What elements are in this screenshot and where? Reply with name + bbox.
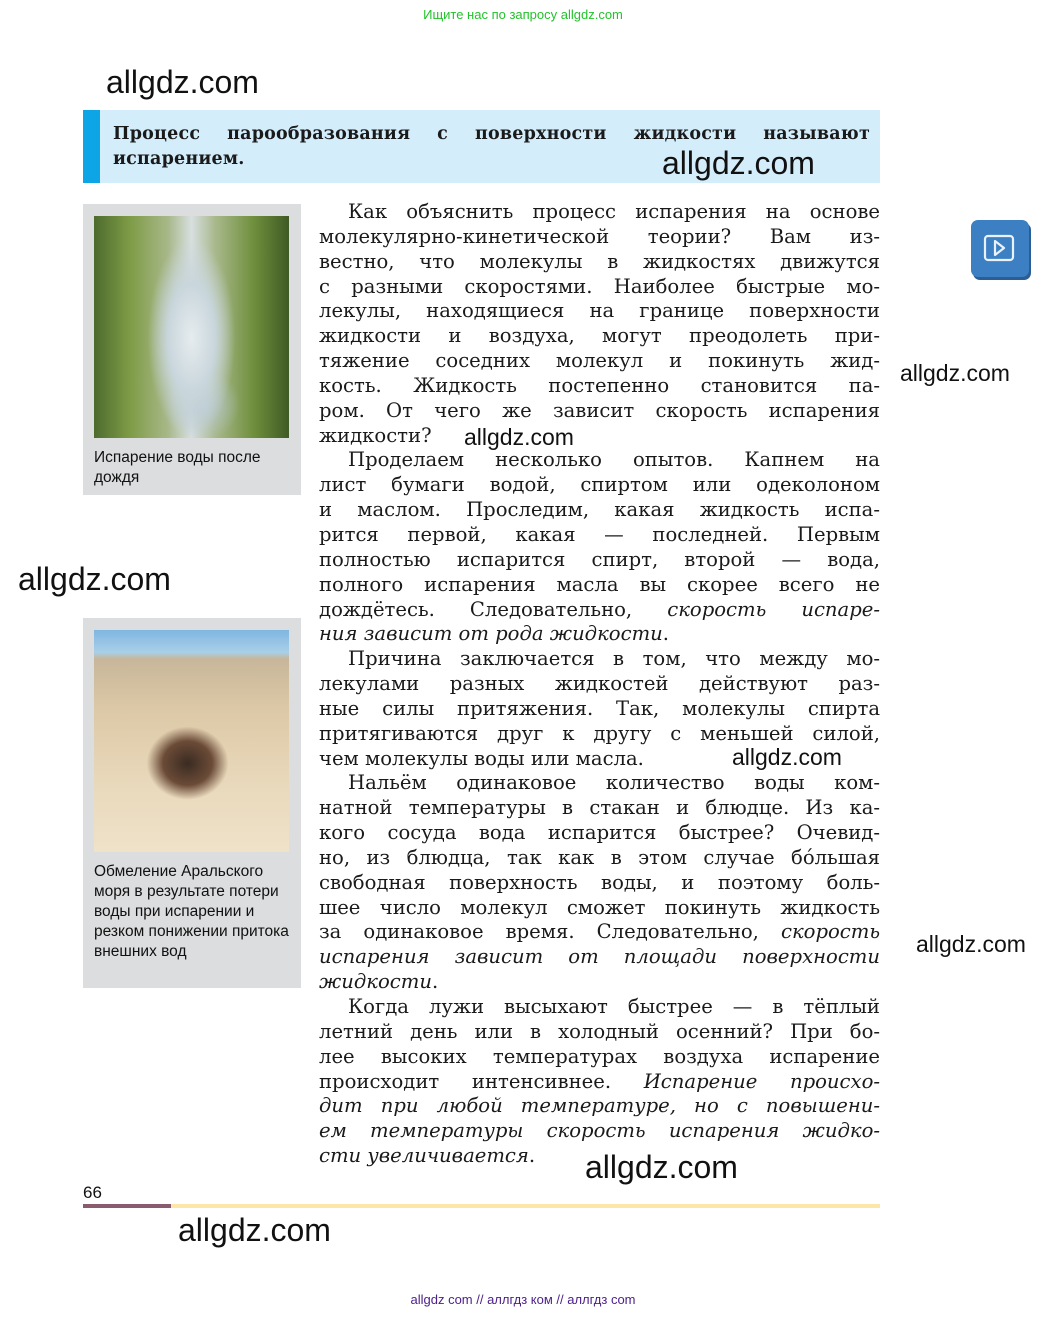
italic-emphasis: ния зависит от рода жидкости [319,622,663,646]
text-run: полностью испарится спирт, второй — вода, [319,547,880,571]
text-run: происходит интенсивнее. [319,1069,644,1093]
text-run: жидкости? [319,423,432,447]
text-line [319,349,880,374]
text-line [319,622,880,647]
text-line [319,1020,880,1045]
text-run: тяжение соседних молекул и покинуть жид- [319,349,880,373]
text-run: шее число молекул сможет покинуть жидкость [319,895,880,919]
text-run: . [662,622,670,646]
text-run: ром. От чего же зависит скорость испарения [319,398,880,422]
text-run: свободная поверхность воды, и поэтому боль- [319,870,880,894]
text-run: кость. Жидкость постепенно становится па- [319,373,880,397]
definition-accent-bar [83,110,100,183]
italic-emphasis: Испарение происхо- [643,1069,880,1093]
text-run: лист бумаги водой, спиртом или одеколоном [319,473,880,497]
text-line [319,672,880,697]
text-run: Проделаем несколько опытов. Капнем на [348,448,880,472]
play-video-icon [971,220,1029,277]
text-line [319,995,880,1020]
text-run: притягиваются друг к другу с меньшей силой, [319,721,880,745]
text-line [319,722,880,747]
text-line [319,473,880,498]
text-run: кого сосуда вода испарится быстрее? Очевид- [319,821,880,845]
text-line [319,399,880,424]
text-run: Причина заключается в том, что между мо- [348,647,880,671]
text-line [319,1094,880,1119]
text-run: с разными скоростями. Наиболее быстрые мо- [319,274,880,298]
rain-road-photo [94,216,289,438]
figure-caption: Испарение воды после дождя [94,449,261,486]
text-line [319,821,880,846]
italic-emphasis: сти увеличивается [319,1144,529,1168]
italic-emphasis: жидкости [319,970,432,994]
text-line [319,424,880,449]
text-line [319,796,880,821]
text-run: лекулы, находящиеся на границе поверхности [319,299,880,323]
text-line [319,945,880,970]
text-line [319,1045,880,1070]
text-line [319,1070,880,1095]
text-run: жидкости и воздуха, могут преодолеть при- [319,324,880,348]
text-run: ные силы притяжения. Так, молекулы спирта [319,696,880,720]
definition-text: Процесс парообразования с поверхности жидкости называют испарением. [113,124,870,169]
text-run: натной температуры в стакан и блюдце. Из ка- [319,796,880,820]
page-number: 66 [83,1183,102,1202]
italic-emphasis: испарения зависит от площади поверхности [319,945,880,969]
video-button[interactable] [971,220,1029,277]
text-line [319,573,880,598]
figure-caption: Обмеление Аральского моря в результате потери воды при испарении и резком понижении притока внешних вод [94,863,289,960]
text-line [319,697,880,722]
text-line [319,275,880,300]
text-run: дождётесь. Следовательно, [319,597,668,621]
text-run: рится первой, какая — последней. Первым [319,522,880,546]
text-run: полного испарения масла вы скорее всего не [319,572,880,596]
text-run: летний день или в холодный осенний? При бо- [319,1019,880,1043]
footer-rule [83,1204,880,1208]
text-line [319,498,880,523]
text-line [319,448,880,473]
text-line [319,324,880,349]
text-line [319,920,880,945]
text-run: лее высоких температурах воздуха испарение [319,1044,880,1068]
figure-rain-evaporation [83,204,301,495]
italic-emphasis: дит при любой температуре, но с повышени- [319,1094,880,1118]
text-line [319,548,880,573]
text-run: . [431,970,439,994]
watermark: allgdz.com [900,360,1010,386]
text-line [319,200,880,225]
italic-emphasis: скорость [780,920,880,944]
text-line [319,598,880,623]
text-run: Когда лужи высыхают быстрее — в тёплый [348,995,880,1018]
italic-emphasis: скорость испаре- [667,597,880,621]
text-line [319,374,880,399]
watermark: allgdz.com [662,145,815,181]
text-line [319,250,880,275]
text-line [319,299,880,324]
italic-emphasis: ем температуры скорость испарения жидко- [319,1119,880,1143]
watermark: allgdz.com [916,931,1026,957]
watermark: allgdz.com [178,1212,331,1248]
footer-rule-accent [83,1204,171,1208]
text-line [319,846,880,871]
text-run: Как объяснить процесс испарения на основе [348,200,880,223]
text-line [319,970,880,995]
search-hint: Ищите нас по запросу allgdz.com [423,7,623,22]
text-run: вестно, что молекулы в жидкостях движутся [319,249,880,273]
text-line [319,1119,880,1144]
figure-aral-sea [83,618,301,988]
text-run: чем молекулы воды или масла. [319,746,644,770]
text-run: но, из блюдца, так как в этом случае бóльшая [319,845,880,869]
text-line [319,225,880,250]
text-line [319,896,880,921]
text-line [319,771,880,796]
text-run: . [528,1144,536,1168]
aral-ship-photo [94,630,289,852]
watermark: allgdz.com [585,1149,738,1185]
watermark: allgdz.com [106,64,259,100]
text-run: лекулами разных жидкостей действуют раз- [319,672,880,696]
text-line [319,647,880,672]
watermark: allgdz.com [18,561,171,597]
watermark: allgdz.com [732,744,842,770]
text-run: и маслом. Проследим, какая жидкость испа- [319,498,880,522]
text-line [319,871,880,896]
text-line [319,523,880,548]
watermark: allgdz.com [464,424,574,450]
text-run: Нальём одинаковое количество воды ком- [348,771,880,795]
footer-links: allgdz com // аллгдз ком // аллгдз com [410,1292,636,1307]
text-run: за одинаковое время. Следовательно, [319,920,781,944]
text-run: молекулярно-кинетической теории? Вам из- [319,224,880,248]
body-text [319,200,880,1169]
